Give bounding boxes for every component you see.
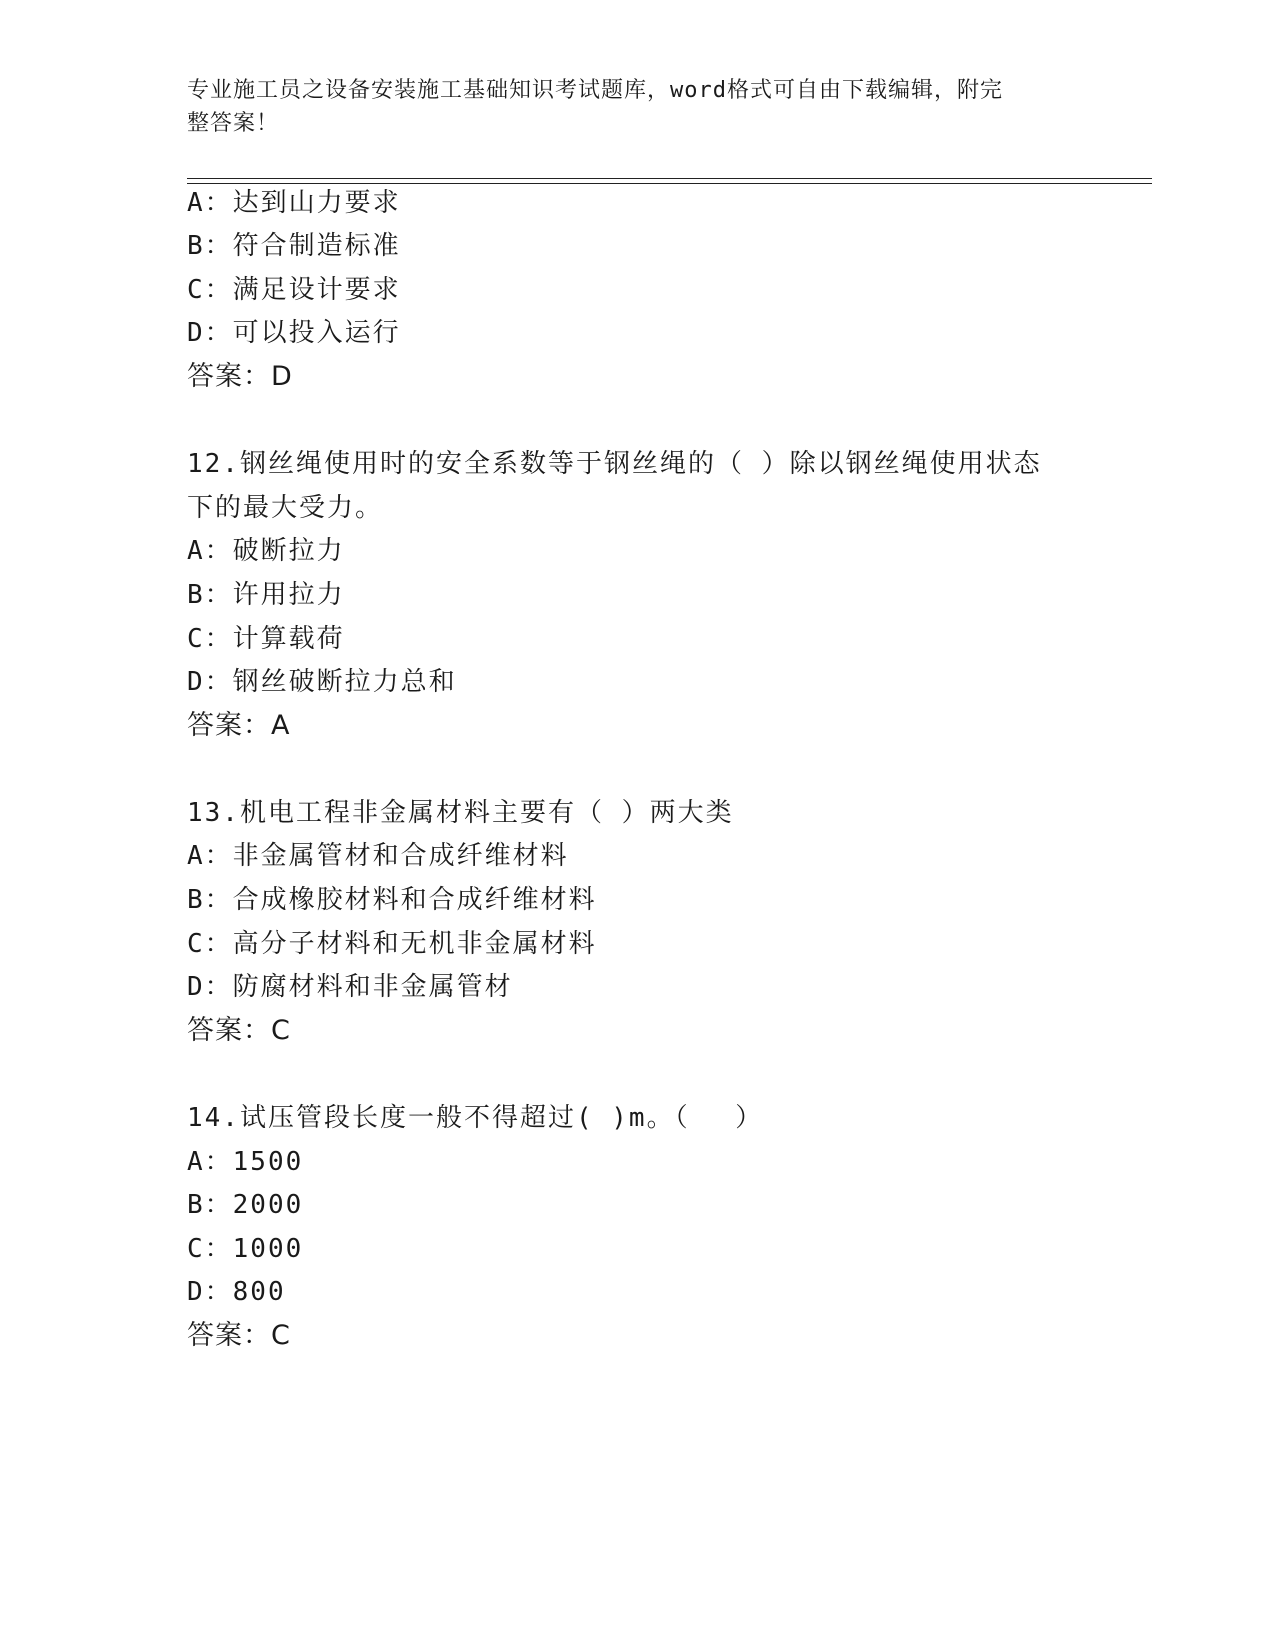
q13-question: 13.机电工程非金属材料主要有（ ）两大类 — [187, 798, 734, 828]
q12-option-b: B：许用拉力 — [187, 580, 345, 610]
q13-option-b: B：合成橡胶材料和合成纤维材料 — [187, 885, 597, 915]
q11-option-b: B：符合制造标准 — [187, 231, 401, 261]
q14-option-b: B：2000 — [187, 1190, 304, 1220]
header-line-2: 整答案！ — [187, 111, 280, 136]
q11-option-d: D：可以投入运行 — [187, 318, 401, 348]
q14-option-a: A：1500 — [187, 1147, 304, 1177]
header-divider — [187, 178, 1152, 184]
q14-question: 14.试压管段长度一般不得超过( )m。（ ） — [187, 1103, 764, 1133]
q14-answer: 答案：C — [187, 1320, 291, 1351]
q13-option-a: A：非金属管材和合成纤维材料 — [187, 841, 569, 871]
q12-option-c: C：计算载荷 — [187, 624, 345, 654]
q11-option-c: C：满足设计要求 — [187, 275, 401, 305]
q11-option-a: A：达到山力要求 — [187, 188, 401, 218]
q12-question-line-1: 12.钢丝绳使用时的安全系数等于钢丝绳的（ ）除以钢丝绳使用状态 — [187, 449, 1042, 479]
q12-option-a: A：破断拉力 — [187, 536, 345, 566]
q12-option-d: D：钢丝破断拉力总和 — [187, 667, 457, 697]
q13-option-c: C：高分子材料和无机非金属材料 — [187, 929, 597, 959]
q14-option-c: C：1000 — [187, 1234, 304, 1264]
q14-option-d: D：800 — [187, 1277, 286, 1307]
document-header — [187, 74, 1067, 140]
q12-question-line-2: 下的最大受力。 — [187, 493, 384, 523]
q12-answer: 答案：A — [187, 710, 291, 741]
header-line-1: 专业施工员之设备安装施工基础知识考试题库，word格式可自由下载编辑，附完 — [187, 78, 1003, 103]
q13-answer: 答案：C — [187, 1015, 291, 1046]
q11-answer: 答案：D — [187, 361, 293, 392]
q13-option-d: D：防腐材料和非金属管材 — [187, 972, 513, 1002]
